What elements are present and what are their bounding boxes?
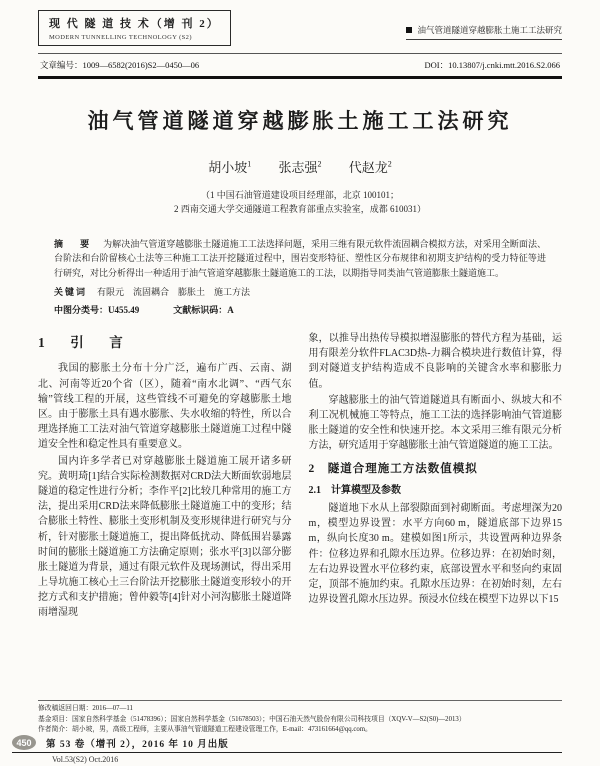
footnote-revised-date: 修改稿返回日期：2016—07—11 (38, 705, 133, 713)
footnote-author-bio: 作者简介：胡小坡，男，高级工程师，主要从事油气管道隧道工程建设管理工作，E-mail：473161664@qq.com。 (38, 726, 372, 734)
body-paragraph: 象，以推导出热传导模拟增湿膨胀的替代方程为基础，运用有限差分软件FLAC3D热-力耦合模块进行数值计算，得到对隧道支护结构造成不良影响的关键含水率和膨胀力值。 (308, 332, 562, 390)
author-name: 代赵龙 (348, 160, 388, 175)
journal-title-box (38, 10, 231, 46)
body-paragraph: 穿越膨胀土的油气管道隧道具有断面小、纵坡大和不利工况机械施工等特点，施工工法的选择影响油气管道膨胀土隧道的安全性和快速开挖。本文采用三维有限元分析方法，研究适用于穿越膨胀土油气管道隧道的施工工法。 (308, 394, 562, 452)
keywords-label: 关键词 (54, 286, 88, 297)
keywords-line (54, 285, 546, 298)
abstract (54, 237, 546, 280)
abstract-label: 摘 要 (54, 238, 94, 249)
volume-info-en: Vol.53(S2) Oct.2016 (52, 755, 119, 764)
body-paragraph: 我国的膨胀土分布十分广泛，遍布广西、云南、湖北、河南等近20个省（区），随着“南水北调”、“西气东输”管线工程的开展，这些管线不可避免的穿越膨胀土地区。由于膨胀土具有遇水膨胀、失水收缩的特性，所以合理选择施工工法对油气管道穿越膨胀土隧道施工过程中隧道安全性和稳定性具有重要意义。 (38, 363, 292, 451)
author (208, 160, 251, 175)
right-column (309, 331, 563, 622)
affiliation-line: 2 西南交通大学交通隧道工程教育部重点实验室，成都 610031） (173, 204, 426, 215)
title-divider (38, 76, 562, 79)
document-code: 文献标识码：A (173, 304, 234, 315)
article-number: 文章编号：1009—6582(2016)S2—0450—06 (40, 60, 200, 70)
affiliation-line: （1 中国石油管道建设项目经理部，北京 100101； (200, 190, 399, 200)
page-footer (12, 735, 562, 764)
volume-info-cn: 第 53 卷（增刊 2），2016 年 10 月出版 (46, 739, 229, 750)
author (349, 160, 392, 175)
running-head-text: 油气管道隧道穿越膨胀土施工工法研究 (417, 25, 562, 35)
footer-row (12, 735, 562, 753)
square-bullet-icon (406, 27, 412, 33)
footnote-block (38, 700, 562, 736)
keywords-text: 有限元 流固耦合 膨胀土 施工方法 (97, 286, 251, 297)
journal-name-en: MODERN TUNNELLING TECHNOLOGY (S2) (49, 34, 192, 41)
abstract-text: 为解决油气管道穿越膨胀土隧道施工工法选择问题，采用三维有限元软件流固耦合模拟方法，对采用全断面法、台阶法和台阶留核心土法等三种施工工法开挖隧道过程中，围岩变形特征、塑性区分布规律和初期支护结构的受力特征等进行研究，对比分析得出一种适用于油气管道穿越膨胀土隧道施工的工法，以期指导同类油气管道膨胀土隧道施工。 (54, 238, 546, 278)
body-columns (38, 331, 562, 622)
section-1-heading: 1 引 言 (38, 334, 129, 350)
author-affil-mark: 1 (247, 159, 252, 169)
clc-number: 中图分类号：U455.49 (54, 304, 140, 315)
paper-title: 油气管道隧道穿越膨胀土施工工法研究 (87, 109, 513, 133)
page-header (38, 10, 562, 46)
author-name: 张志强 (278, 160, 318, 175)
classification-line (54, 303, 546, 316)
author (278, 160, 321, 175)
body-paragraph: 国内许多学者已对穿越膨胀土隧道施工展开诸多研究。黄明琦[1]结合实际检测数据对CRD法大断面软弱地层隧道的稳定性进行分析；李作平[2]比较几种常用的施工方法，提出采用CRD法来降低膨胀土隧道施工中的变形；结合膨胀土特性、膨胀土变形机制及变形规律进行研究与分析，针对膨胀土隧道施工，提出降低扰动、降低围岩暴露时间的膨胀土隧道施工方法确定原则；张水平[3]以部分膨胀土隧道为背景，通过有限元软件及现场测试，得出采用上导坑施工核心土三台阶法开挖膨胀土隧道变形较小的开挖方式和支护措施；曾仲毅等[4]针对小河沟膨胀土隧道降雨增湿现 (38, 455, 292, 619)
section-2-heading: 2 隧道合理施工方法数值模拟 (308, 463, 478, 476)
footnote-funding: 基金项目：国家自然科学基金（51478396）；国家自然科学基金（51678503）；中国石油天然气股份有限公司科技项目（XQV-V—S2(S0)—2013） (38, 715, 466, 723)
body-paragraph: 隧道地下水从上部裂隙面到衬砌断面。考虑埋深为20 m，模型边界设置：水平方向60 m，隧道底部下边界15 m，纵向长度30 m。建模如图1所示，共设置两种边界条件：位移边界和孔隙水压边界。位移边界：在初始时刻，左右边界设置水平位移约束，底部设置水平和竖向约束固定，顶部不施加约束。孔隙水压边界：在初始时刻，左右边界设置孔隙水压边界。预浸水位线在模型下边界以下15 (308, 503, 562, 606)
section-2-1-heading: 2.1 计算模型及参数 (308, 484, 401, 496)
running-head (406, 24, 562, 40)
page-number-badge: 450 (12, 735, 36, 750)
journal-name-cn: 现 代 隧 道 技 术（增 刊 2） (49, 18, 220, 30)
left-column (38, 331, 292, 622)
author-affil-mark: 2 (317, 159, 322, 169)
author-affil-mark: 2 (387, 159, 392, 169)
article-meta-row (38, 54, 562, 76)
author-name: 胡小坡 (208, 160, 248, 175)
affiliations (38, 188, 562, 217)
doi: DOI：10.13807/j.cnki.mtt.2016.S2.066 (424, 60, 560, 70)
author-line (38, 157, 562, 176)
